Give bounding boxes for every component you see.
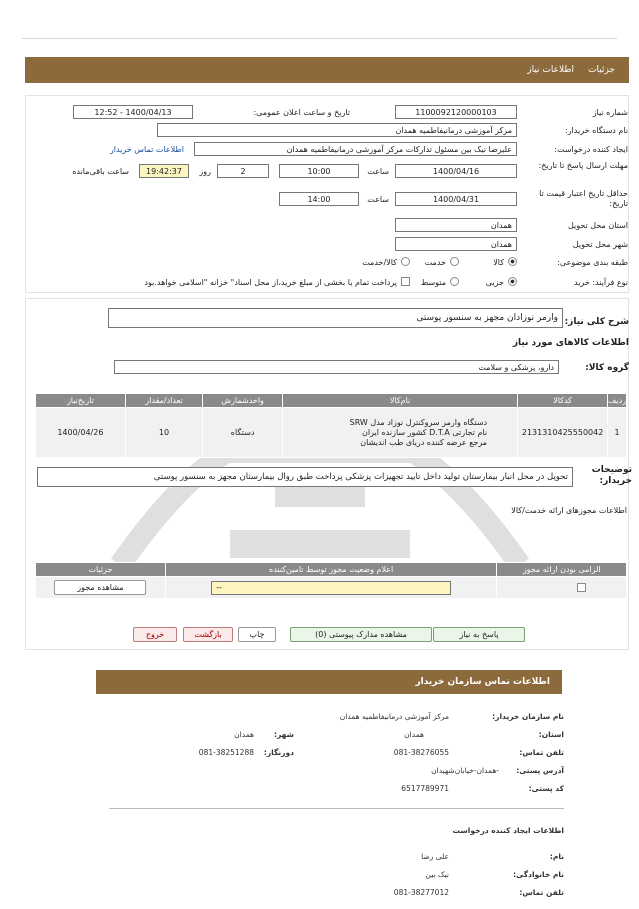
- need-number-label: شماره نیاز: [592, 108, 628, 117]
- col-date: تاریخ‌نیاز: [36, 394, 126, 408]
- row-number: 1: [608, 408, 627, 458]
- view-attachments-button[interactable]: مشاهده مدارک پیوستی (0): [290, 627, 432, 642]
- view-permit-button[interactable]: مشاهده مجوز: [54, 580, 146, 595]
- category-label: طبقه بندی موضوعی:: [557, 258, 628, 267]
- col-permit-details: جزئیات: [36, 563, 166, 577]
- contact-address-label: آدرس پستی:: [516, 766, 564, 775]
- contact-divider: [109, 808, 564, 809]
- announce-field: 1400/04/13 - 12:52: [73, 105, 193, 119]
- goods-group-label: گروه کالا:: [585, 363, 629, 373]
- permit-status-cell: [165, 577, 497, 599]
- top-divider: [22, 38, 617, 39]
- buyer-contact-link[interactable]: اطلاعات تماس خریدار: [109, 145, 184, 154]
- contact-org-label: نام سازمان خریدار:: [492, 712, 564, 721]
- city-label: شهر محل تحویل: [572, 240, 628, 249]
- category-service-label: خدمت: [424, 258, 446, 267]
- creator-last-name-label: نام خانوادگی:: [513, 870, 564, 879]
- table-row[interactable]: [36, 408, 627, 458]
- creator-field: علیرضا نیک بین مسئول تدارکات مرکز آموزشی درمانیفاطمیه همدان: [194, 142, 517, 156]
- col-row: ردیف: [608, 394, 627, 408]
- exit-button[interactable]: خروج: [133, 627, 177, 642]
- buyer-notes-field: تحویل در محل انبار بیمارستان تولید داخل تایید تجهیزات پزشکی پرداخت طبق روال بیمارستان مجهز به سنسور پوستی: [37, 467, 573, 487]
- category-goods-service-label: کالا/خدمت: [362, 258, 397, 267]
- province-field: همدان: [395, 218, 517, 232]
- creator-label: ایجاد کننده درخواست:: [554, 145, 628, 154]
- creator-phone-label: تلفن تماس:: [519, 888, 564, 897]
- treasury-payment-note: پرداخت تمام یا بخشی از مبلغ خرید،از محل اسناد" خزانه "اسلامی خواهد.بود: [144, 278, 397, 287]
- general-desc-label: شرح کلی نیاز:: [564, 317, 629, 327]
- contact-province-label: استان:: [538, 730, 564, 739]
- permit-required-cell: [497, 577, 627, 599]
- permits-title: اطلاعات مجوزهای ارائه خدمت/کالا: [511, 506, 627, 515]
- remaining-label: ساعت باقی‌مانده: [72, 167, 129, 176]
- remaining-time-field: 19:42:37: [139, 164, 189, 178]
- permit-required-checkbox[interactable]: [577, 583, 586, 592]
- creator-first-name-value: علی رضا: [421, 852, 449, 861]
- reply-time-field: 10:00: [279, 164, 359, 178]
- goods-table: [35, 393, 627, 458]
- category-goods-label: کالا: [493, 258, 504, 267]
- contact-city-label: شهر:: [274, 730, 294, 739]
- row-unit: دستگاه: [203, 408, 283, 458]
- city-field: همدان: [395, 237, 517, 251]
- contact-province-value: همدان: [404, 730, 424, 739]
- process-medium-radio[interactable]: [450, 277, 459, 286]
- reply-deadline-label: مهلت ارسال پاسخ تا تاریخ:: [538, 161, 628, 170]
- back-button[interactable]: بازگشت: [183, 627, 233, 642]
- table-row: [36, 577, 627, 599]
- col-permit-required: الزامی بودن ارائه مجوز: [497, 563, 627, 577]
- print-button[interactable]: چاپ: [238, 627, 276, 642]
- permit-status-field: --: [211, 581, 451, 595]
- row-qty: 10: [125, 408, 203, 458]
- buyer-org-field: مرکز آموزشی درمانیفاطمیه همدان: [157, 123, 517, 137]
- contact-phone-label: تلفن تماس:: [519, 748, 564, 757]
- tab-details[interactable]: جزئیات: [588, 65, 615, 75]
- tab-need-info[interactable]: اطلاعات نیاز: [527, 65, 575, 75]
- contact-org-value: مرکز آموزشی درمانیفاطمیه همدان: [339, 712, 449, 721]
- contact-section-header: اطلاعات تماس سازمان خریدار: [96, 670, 562, 694]
- permit-details-cell: [36, 577, 166, 599]
- price-date-field: 1400/04/31: [395, 192, 517, 206]
- buyer-org-label: نام دستگاه خریدار:: [565, 126, 628, 135]
- creator-last-name-value: نیک بین: [425, 870, 449, 879]
- col-unit: واحدشمارش: [203, 394, 283, 408]
- category-goods-service-radio[interactable]: [401, 257, 410, 266]
- reply-to-need-button[interactable]: پاسخ به نیاز: [433, 627, 525, 642]
- goods-table-header: [36, 394, 627, 408]
- contact-address-value: -همدان-خیابان‌شهیدان: [431, 766, 499, 775]
- row-date: 1400/04/26: [36, 408, 126, 458]
- reply-hour-label: ساعت: [367, 167, 389, 176]
- col-qty: تعداد/مقدار: [125, 394, 203, 408]
- row-name: دستگاه وارمر سروکنترل نوزاد مدل SRW نام تجارتی D.T.A کشور سازنده ایران مرجع عرضه کننده دریای طب اندیشان: [282, 408, 517, 458]
- creator-info-title: اطلاعات ایجاد کننده درخواست: [452, 826, 564, 835]
- process-label: نوع فرآیند: خرید: [574, 278, 628, 287]
- creator-phone-value: 081-38277012: [393, 888, 449, 897]
- category-service-radio[interactable]: [450, 257, 459, 266]
- contact-city-value: همدان: [234, 730, 254, 739]
- row-code: 2131310425550042: [518, 408, 608, 458]
- permits-table-header: [36, 563, 627, 577]
- reply-date-field: 1400/04/16: [395, 164, 517, 178]
- process-partial-radio[interactable]: [508, 277, 517, 286]
- col-code: کدکالا: [518, 394, 608, 408]
- province-label: استان محل تحویل: [567, 221, 628, 230]
- contact-phone-value: 081-38276055: [393, 748, 449, 757]
- process-medium-label: متوسط: [420, 278, 446, 287]
- page-header: [25, 57, 629, 83]
- price-validity-label: حداقل تاریخ اعتبار قیمت تا تاریخ:: [539, 189, 628, 208]
- treasury-payment-checkbox[interactable]: [401, 277, 410, 286]
- contact-postal-label: کد پستی:: [528, 784, 564, 793]
- goods-info-title: اطلاعات کالاهای مورد نیاز: [512, 338, 629, 348]
- days-field: 2: [217, 164, 269, 178]
- col-permit-status: اعلام وضعیت مجوز توسط تامین‌کننده: [165, 563, 497, 577]
- day-label: روز: [199, 167, 211, 176]
- contact-postal-value: 6517789971: [401, 784, 449, 793]
- goods-group-field: دارو، پزشکی و سلامت: [114, 360, 559, 374]
- category-goods-radio[interactable]: [508, 257, 517, 266]
- creator-first-name-label: نام:: [549, 852, 564, 861]
- contact-fax-value: 081-38251288: [198, 748, 254, 757]
- general-desc-field: وارمر نوزادان مجهز به سنسور پوستی: [108, 308, 563, 328]
- announce-label: تاریخ و ساعت اعلان عمومی:: [253, 108, 350, 117]
- need-number-field: 1100092120000103: [395, 105, 517, 119]
- price-time-field: 14:00: [279, 192, 359, 206]
- col-name: نام‌کالا: [282, 394, 517, 408]
- permits-table: [35, 562, 627, 599]
- contact-fax-label: دورنگار:: [263, 748, 294, 757]
- price-hour-label: ساعت: [367, 195, 389, 204]
- process-partial-label: جزیی: [485, 278, 504, 287]
- buyer-notes-label: توضیحات خریدار:: [591, 465, 632, 486]
